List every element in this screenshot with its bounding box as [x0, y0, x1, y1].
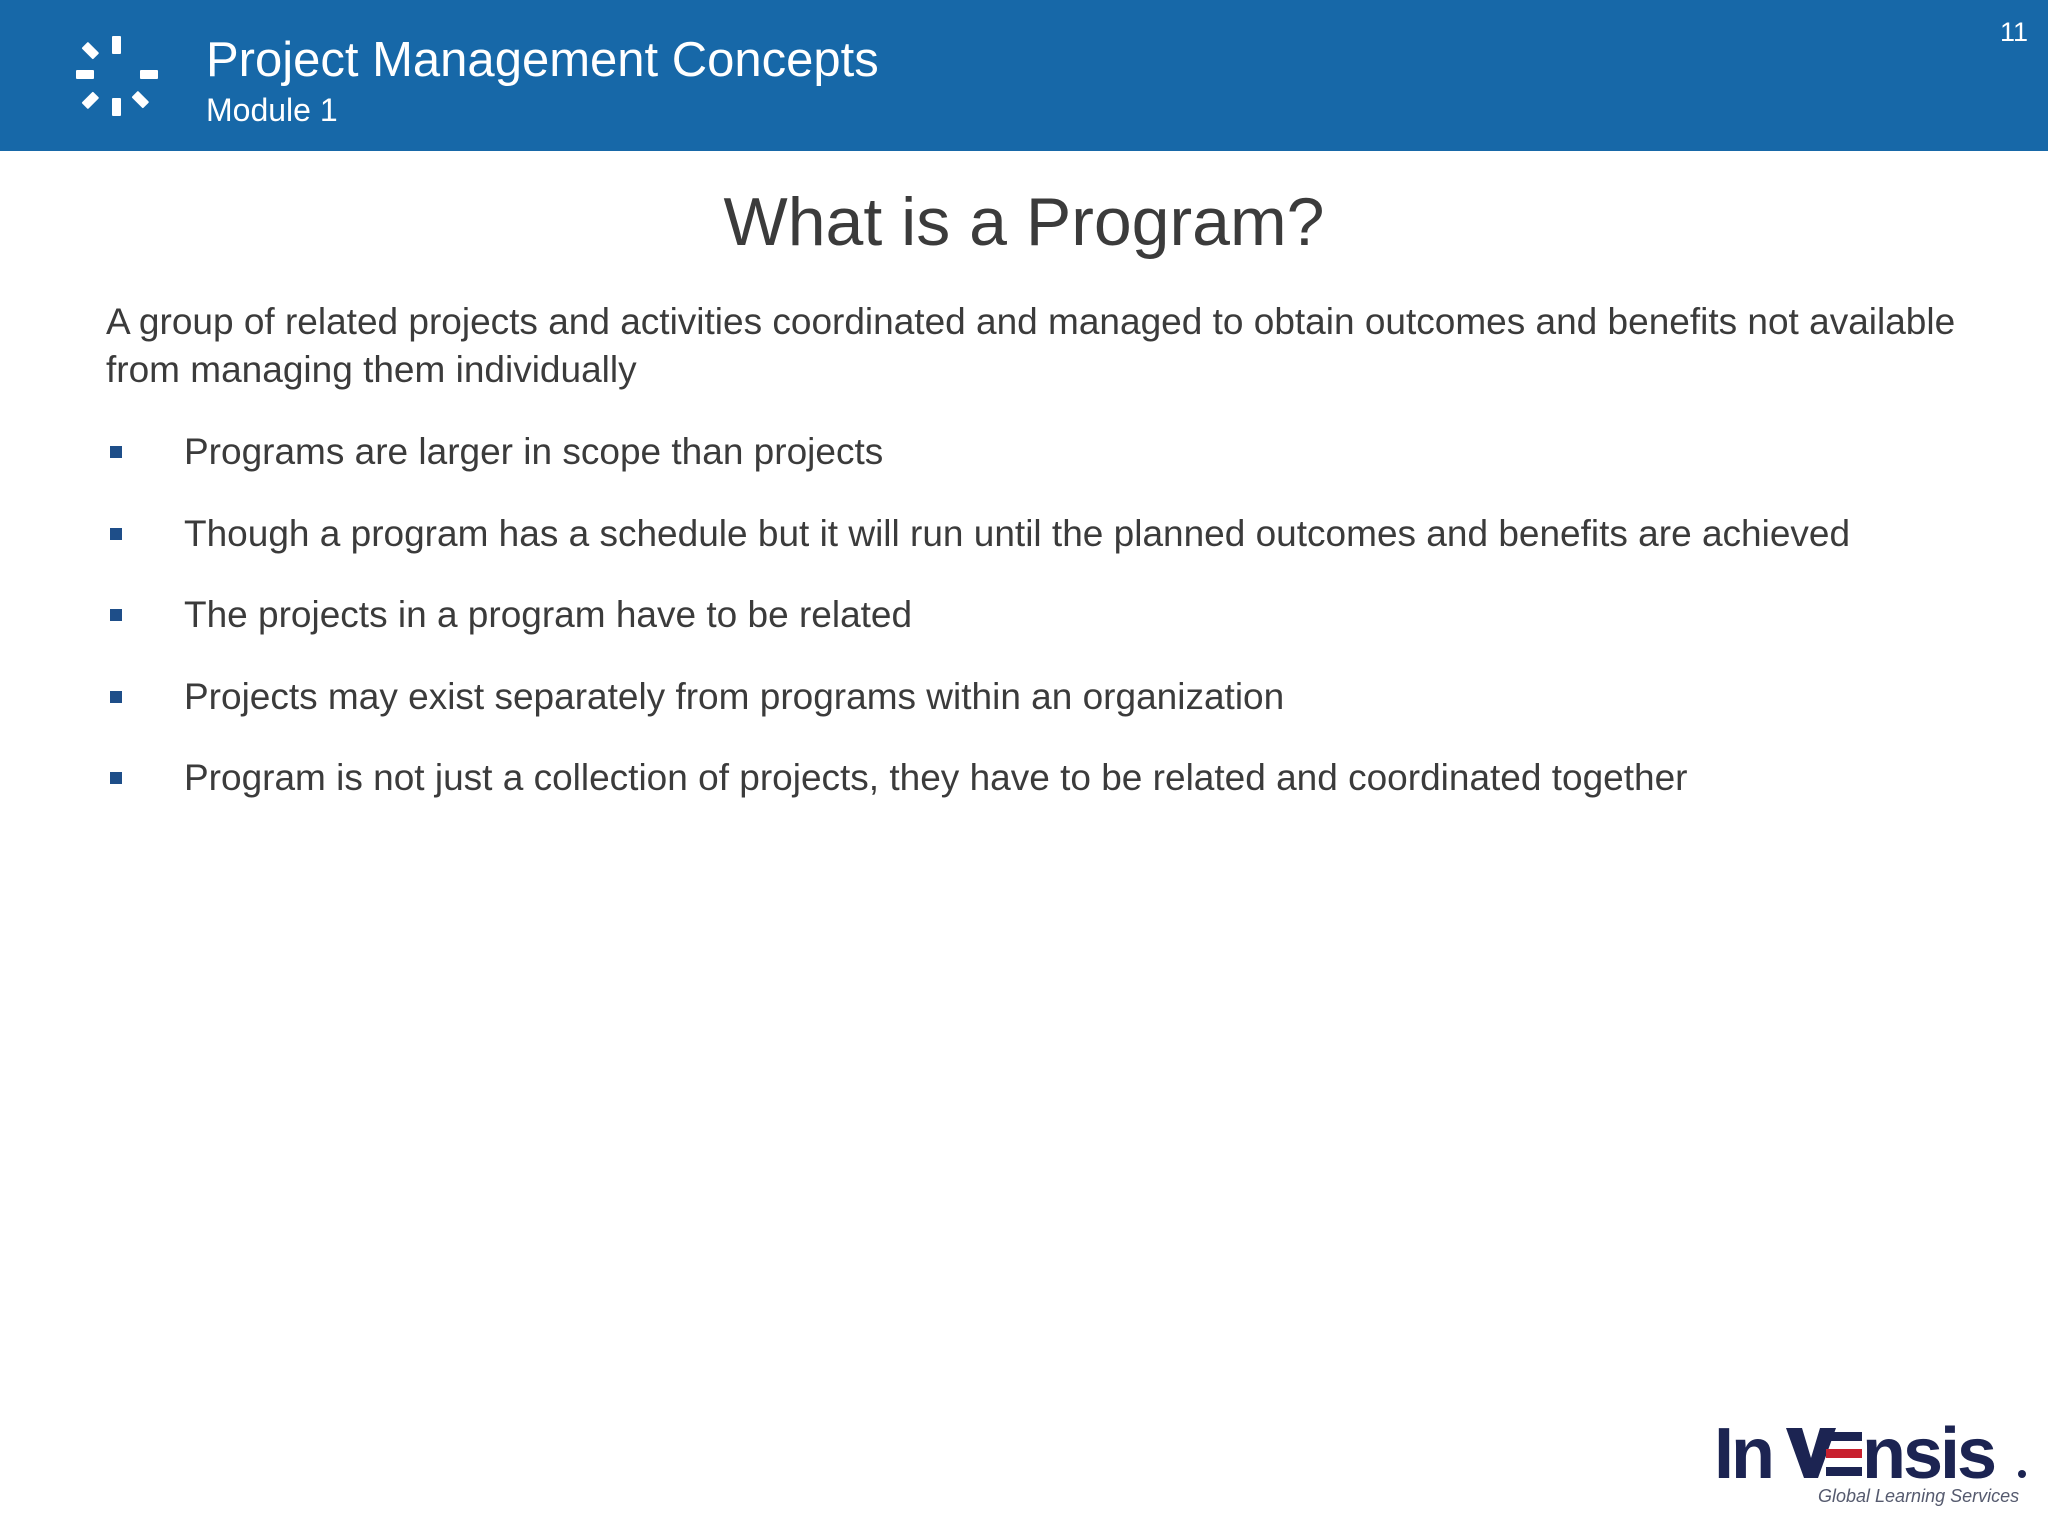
slide-header: [0, 0, 2048, 151]
page-number: 11: [1999, 17, 2028, 47]
intro-paragraph: A group of related projects and activities coordinated and managed to obtain outcomes and benefits not available from managing them individually: [106, 301, 1956, 390]
list-item: [106, 750, 2026, 832]
svg-text:In: In: [1714, 1416, 1772, 1494]
bullet-text: Projects may exist separately from programs within an organization: [184, 675, 1285, 717]
bullet-list: [106, 424, 2026, 832]
slide-title: What is a Program?: [723, 184, 1325, 260]
invensis-logo: [1712, 1416, 2032, 1508]
square-bullet-icon: [110, 446, 122, 458]
course-title: Project Management Concepts: [206, 33, 879, 87]
square-bullet-icon: [110, 528, 122, 540]
square-bullet-icon: [110, 691, 122, 703]
bullet-text: The projects in a program have to be related: [184, 594, 913, 635]
square-bullet-icon: [110, 609, 122, 621]
bullet-text: Program is not just a collection of projects, they have to be related and coordinated together: [184, 757, 1688, 798]
spinner-burst-icon: [72, 30, 164, 122]
list-item: [106, 669, 2026, 751]
svg-text:nsis: nsis: [1862, 1416, 1995, 1494]
list-item: [106, 506, 2026, 588]
square-bullet-icon: [110, 772, 122, 784]
list-item: [106, 587, 2026, 669]
brand-tagline: Global Learning Services: [1818, 1486, 2020, 1506]
bullet-text: Programs are larger in scope than projects: [184, 431, 884, 472]
module-label: Module 1: [206, 92, 338, 128]
list-item: [106, 424, 2026, 506]
bullet-text: Though a program has a schedule but it will run until the planned outcomes and benefits are achieved: [184, 512, 1851, 554]
